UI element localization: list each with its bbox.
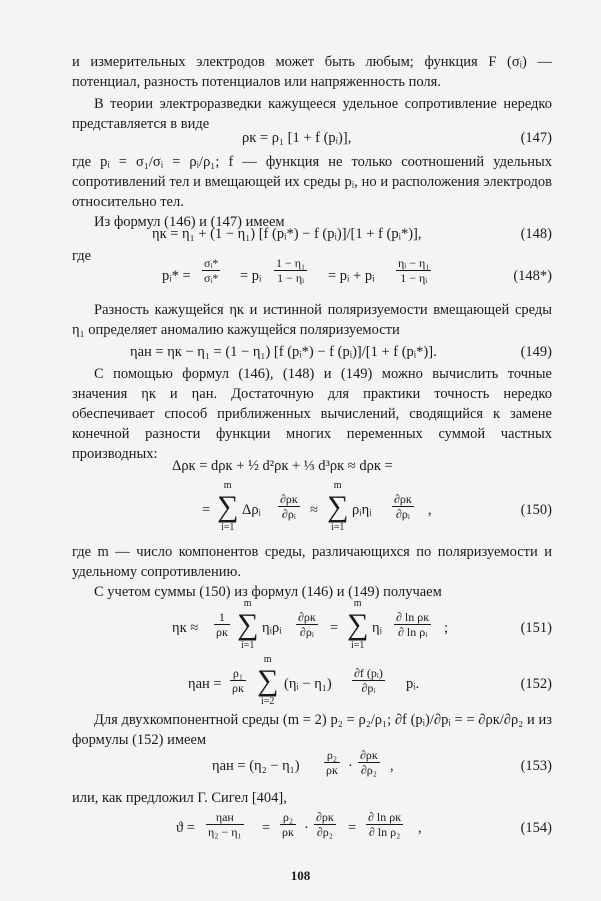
paragraph-9: С учетом суммы (150) из формул (146) и (149) получаем bbox=[94, 584, 442, 600]
page-number: 108 bbox=[290, 868, 311, 883]
paragraph-4: Из формул (146) и (147) имеем bbox=[94, 214, 285, 230]
equation-153: ηан = (η₂ − η₁) $\frac{\text{ρ₂}}{\rho к}$ · $\frac{\partial\rho к}{\text{∂ρ₂}}$ , (153) bbox=[212, 748, 552, 777]
paragraph-1: и измерительных электродов может быть любым; функция F (σᵢ) — потенциал, разность потенциалов или напряженность поля. bbox=[72, 54, 552, 90]
equation-154: ϑ = $\frac{\text{ηан}}{\text{η₂ − η₁}}$ = $\frac{\text{ρ₂}}{\rho к}$ · $\frac{\partial\rho к}{\text{∂ρ₂}}$ = $\frac{\text{∂ ln ρк}}{\text{∂ ln ρ₂}}$ , (154) bbox=[176, 810, 552, 839]
paragraph-3: где pᵢ = σ₁/σᵢ = ρᵢ/ρ₁; f — функция не только соотношений удельных сопротивлений тел и вмещающей их среды pᵢ, но и расположения электродов относительно тел. bbox=[72, 154, 552, 210]
equation-151: ηк ≈ $\frac{1}{\rho к}$ m ∑ i=1 ηᵢρᵢ $\frac{\partial\rho к}{\text{∂ρᵢ}}$ = m ∑ i=1 ηᵢ $\frac{\text{∂ ln ρк}}{\text{∂ ln ρᵢ}}$ ; (151) bbox=[172, 598, 552, 651]
book-page: и измерительных электродов может быть любым; функция F (σᵢ) — потенциал, разность потенциалов или напряженность поля. В теории электроразведки кажущееся удельное сопротивление нередко представляется в виде ρк = ρ₁ [1 + f (pᵢ)], (147) где pᵢ = σ₁/σᵢ = ρᵢ/ρ₁; f — функция не только соотношений удельных сопротивлений тел и вмещающей их среды pᵢ, но и расположения электродов относительно тел. Из формул (146) и (147) имеем ηк = η₁ + (1 − η₁) [f (pᵢ*) − f (pᵢ)]/[1 + f (pᵢ*)], (148) где pᵢ* = $\frac{\text{σᵢ*}}{\text{σᵢ*}}$ = pᵢ $\frac{\text{1 − η₁}}{\text{1 − ηᵢ}}$ = pᵢ + pᵢ $\frac{\text{ηᵢ − η₁}}{\text{1 − ηᵢ}}$ (148*) Разность кажущейся ηк и истинной поляризуемости вмещающей среды η₁ определяет аномалию кажущейся поляризуемости ηан = ηк − η₁ = (1 − η₁) [f (pᵢ*) − f (pᵢ)]/[1 + f (pᵢ*)]. (149) С помощью формул (146), (148) и (149) можно вычислить точные значения ηк и ηан. Достаточную для практики точность нередко обеспечивает способ приближенных вычислений, сводящийся к замене конечной разности функции многих переменных суммой частных производных: Δρк = dρк + ½ d²ρк + ⅓ d³ρк ≈ dρк = = m ∑ i=1 Δρᵢ $\frac{\partial\rho к}{\text{∂ρᵢ}}$ ≈ m ∑ i=1 ρᵢηᵢ $\frac{\partial\rho к}{\text{∂ρᵢ}}$ , (150) где m — число компонентов среды, различающихся по поляризуемости и удельному сопротивлению. С учетом суммы (150) из формул (146) и (149) получаем ηк ≈ $\frac{1}{\rho к}$ m ∑ i=1 ηᵢρᵢ $\frac{\partial\rho к}{\text{∂ρᵢ}}$ = m ∑ i=1 ηᵢ $\frac{\text{∂ ln ρк}}{\text{∂ ln ρᵢ}}$ ; (151) ηан = $\frac{\text{ρ₁}}{\rho к}$ m ∑ i=2 (ηᵢ − η₁) $\frac{\text{∂f (pᵢ)}}{\text{∂pᵢ}}$ pᵢ. (152) Для двухкомпонентной среды (m = 2) p₂ = ρ₂/ρ₁; ∂f (pᵢ)/∂pᵢ = = ∂ρк/∂ρ₂ и из формулы (152) имеем ηан = (η₂ − η₁) $\frac{\text{ρ₂}}{\rho к}$ · $\frac{\partial\rho к}{\text{∂ρ₂}}$ , (153) или, как предложил Г. Сигел [404], ϑ = $\frac{\text{ηан}}{\text{η₂ − η₁}}$ = $\frac{\text{ρ₂}}{\rho к}$ · $\frac{\partial\rho к}{\text{∂ρ₂}}$ = $\frac{\text{∂ ln ρк}}{\text{∂ ln ρ₂}}$ , (154) 108 bbox=[0, 0, 601, 901]
paragraph-8: где m — число компонентов среды, различающихся по поляризуемости и удельному сопротивлению. bbox=[72, 544, 552, 580]
equation-150-line-2: = m ∑ i=1 Δρᵢ $\frac{\partial\rho к}{\text{∂ρᵢ}}$ ≈ m ∑ i=1 ρᵢηᵢ $\frac{\partial\rho к}{\text{∂ρᵢ}}$ , (150) bbox=[202, 480, 552, 533]
paragraph-2: В теории электроразведки кажущееся удельное сопротивление нередко представляется в виде bbox=[72, 96, 552, 132]
equation-152: ηан = $\frac{\text{ρ₁}}{\rho к}$ m ∑ i=2 (ηᵢ − η₁) $\frac{\text{∂f (pᵢ)}}{\text{∂pᵢ}}$ pᵢ. (152) bbox=[188, 654, 552, 707]
paragraph-5: где bbox=[72, 248, 92, 264]
paragraph-11: или, как предложил Г. Сигел [404], bbox=[72, 790, 287, 806]
paragraph-10: Для двухкомпонентной среды (m = 2) p₂ = ρ₂/ρ₁; ∂f (pᵢ)/∂pᵢ = = ∂ρк/∂ρ₂ и из формулы (152) имеем bbox=[72, 712, 552, 748]
paragraph-7: С помощью формул (146), (148) и (149) можно вычислить точные значения ηк и ηан. Достаточную для практики точность нередко обеспечивает способ приближенных вычислений, сводящийся к замене конечной разности функции многих переменных суммой частных производных: bbox=[72, 366, 552, 462]
equation-148-star: pᵢ* = $\frac{\text{σᵢ*}}{\text{σᵢ*}}$ = pᵢ $\frac{\text{1 − η₁}}{\text{1 − ηᵢ}}$ = pᵢ + pᵢ $\frac{\text{ηᵢ − η₁}}{\text{1 − ηᵢ}}$ (148*) bbox=[162, 256, 552, 285]
paragraph-6: Разность кажущейся ηк и истинной поляризуемости вмещающей среды η₁ определяет аномалию кажущейся поляризуемости bbox=[72, 302, 552, 338]
